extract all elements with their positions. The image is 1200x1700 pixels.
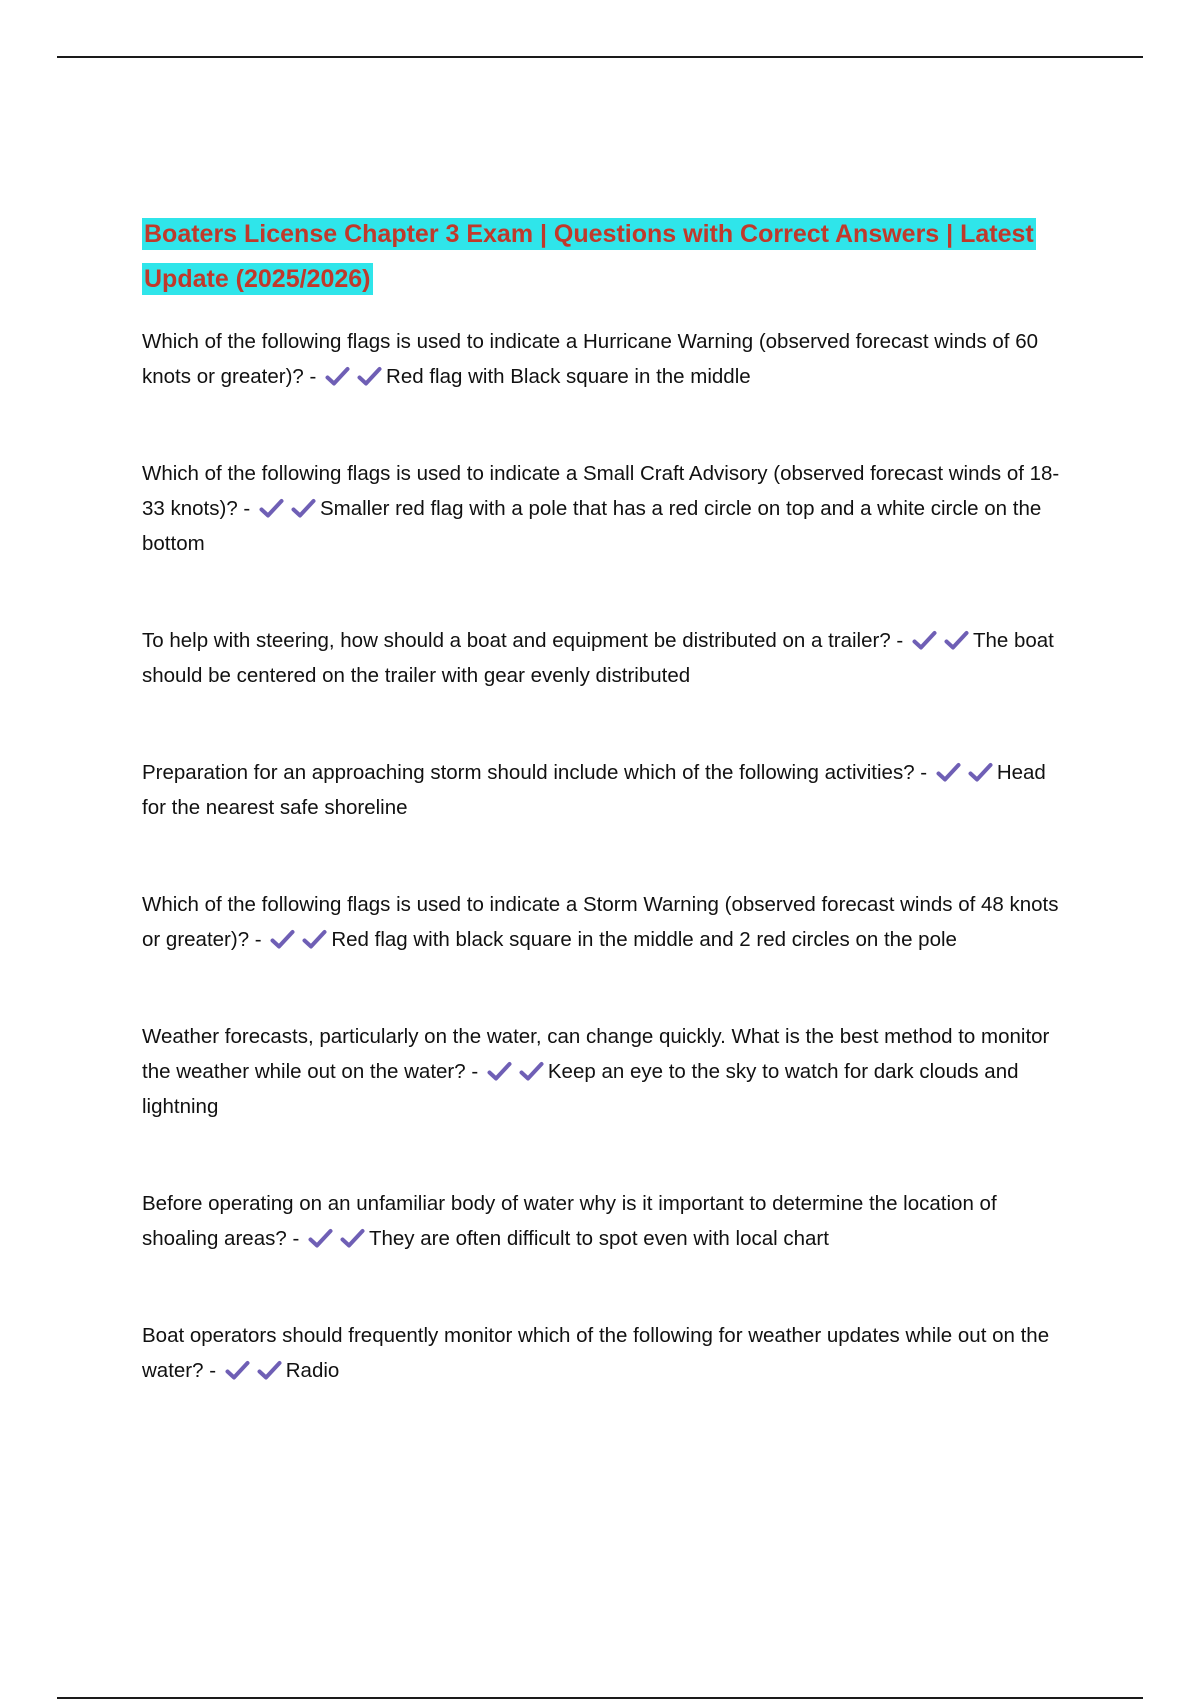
document-body	[142, 212, 1072, 1388]
check-icon	[302, 929, 327, 949]
check-icon	[291, 498, 316, 518]
separator: -	[286, 1227, 305, 1250]
answer-text: Red flag with Black square in the middle	[386, 365, 751, 388]
qa-item	[142, 1318, 1072, 1388]
check-icon	[519, 1061, 544, 1081]
answer-text: Radio	[285, 1359, 340, 1382]
check-icon	[325, 366, 350, 386]
qa-item	[142, 623, 1072, 693]
qa-item	[142, 887, 1072, 957]
qa-item	[142, 1019, 1072, 1124]
question-text: Which of the following flags is used to indicate a Hurricane Warning (observed forecast winds of 60 knots or greater)?	[142, 330, 1038, 388]
answer-text: Smaller red flag with a pole that has a red circle on top and a white circle on the bottom	[142, 497, 1042, 555]
question-text: Which of the following flags is used to indicate a Storm Warning (observed forecast winds of 48 knots or greater)?	[142, 893, 1059, 951]
answer-text: Red flag with black square in the middle and 2 red circles on the pole	[331, 928, 957, 951]
qa-item	[142, 1186, 1072, 1256]
bottom-rule	[57, 1697, 1143, 1699]
check-icon	[912, 630, 937, 650]
top-rule	[57, 56, 1143, 58]
check-icon	[225, 1360, 250, 1380]
qa-list	[142, 324, 1072, 1388]
separator: -	[203, 1359, 222, 1382]
check-icon	[270, 929, 295, 949]
separator: -	[237, 497, 256, 520]
qa-item	[142, 456, 1072, 561]
question-text: Which of the following flags is used to indicate a Small Craft Advisory (observed forecast winds of 18-33 knots)?	[142, 462, 1060, 520]
answer-text: Head for the nearest safe shoreline	[142, 761, 1046, 819]
check-icon	[257, 1360, 282, 1380]
check-icon	[357, 366, 382, 386]
document-title	[142, 212, 1072, 302]
title-highlight: Boaters License Chapter 3 Exam | Questions with Correct Answers | Latest Update (2025/2026)	[144, 220, 1034, 293]
separator: -	[914, 761, 933, 784]
check-icon	[259, 498, 284, 518]
separator: -	[303, 365, 323, 388]
separator: -	[465, 1060, 484, 1083]
check-icon	[487, 1061, 512, 1081]
answer-text: The boat should be centered on the trailer with gear evenly distributed	[142, 629, 1054, 687]
separator: -	[249, 928, 268, 951]
question-text: Preparation for an approaching storm should include which of the following activities?	[142, 761, 915, 784]
check-icon	[308, 1228, 333, 1248]
qa-item	[142, 755, 1072, 825]
separator: -	[890, 629, 909, 652]
question-text: Boat operators should frequently monitor which of the following for weather updates while out on the water?	[142, 1324, 1050, 1382]
question-text: Weather forecasts, particularly on the water, can change quickly. What is the best method to monitor the weather while out on the water?	[142, 1025, 1050, 1083]
answer-text: Keep an eye to the sky to watch for dark clouds and lightning	[142, 1060, 1019, 1118]
answer-text: They are often difficult to spot even with local chart	[368, 1227, 829, 1250]
check-icon	[944, 630, 969, 650]
question-text: To help with steering, how should a boat and equipment be distributed on a trailer?	[142, 629, 891, 652]
question-text: Before operating on an unfamiliar body of water why is it important to determine the location of shoaling areas?	[142, 1192, 997, 1250]
check-icon	[968, 762, 993, 782]
check-icon	[936, 762, 961, 782]
qa-item	[142, 324, 1072, 394]
check-icon	[340, 1228, 365, 1248]
